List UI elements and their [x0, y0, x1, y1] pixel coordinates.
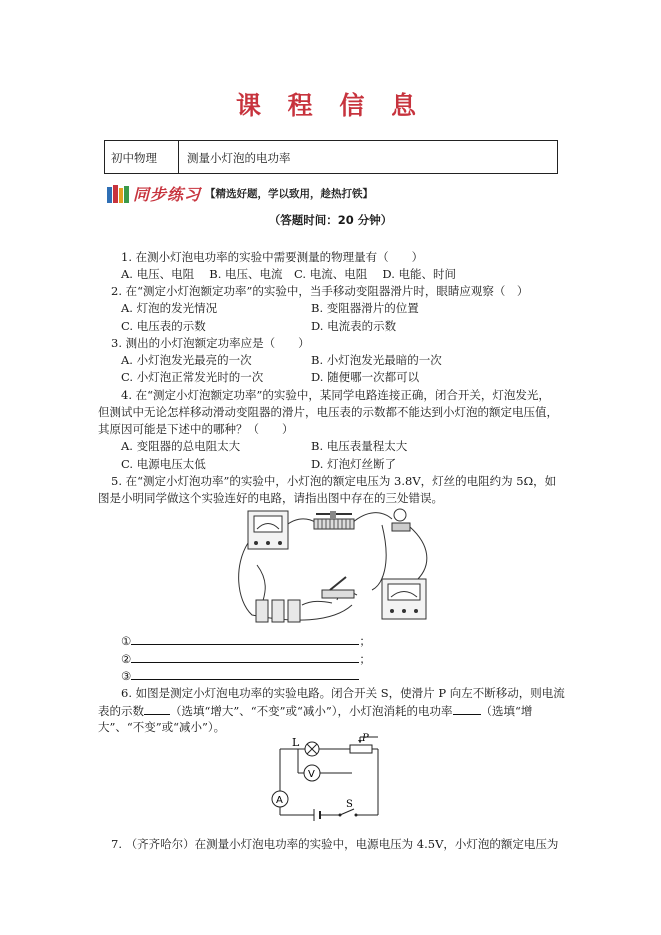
q2-option-c: C. 电压表的示数 — [121, 319, 206, 333]
books-icon — [106, 184, 130, 204]
q4-line-2: 但测试中无论怎样移动滑动变阻器的滑片，电压表的示数都不能达到小灯泡的额定电压值， — [98, 405, 558, 419]
q6-line-2-end: （选填“增 — [480, 704, 533, 718]
q5-blank-3-mark: ③ — [121, 669, 132, 683]
q5-blank-1 — [121, 632, 371, 649]
q3-stem: 3. 测出的小灯泡额定功率应是（ ） — [111, 336, 310, 350]
q4-line-3: 其原因可能是下述中的哪种？（ ） — [98, 422, 294, 436]
section-title: 同步练习 — [133, 185, 202, 204]
q6-line-3: 大”、“不变”或“减小”）。 — [98, 720, 226, 734]
ammeter-label: A — [276, 795, 283, 806]
q4-option-b: B. 电压表量程太大 — [311, 439, 408, 453]
knife-switch-icon — [322, 577, 354, 598]
q2-option-d: D. 电流表的示数 — [311, 319, 397, 333]
q1-options: A. 电压、电阻 B. 电压、电流 C. 电流、电阻 D. 电能、时间 — [121, 267, 457, 281]
switch-symbol — [339, 809, 358, 817]
answer-time: （答题时间：20 分钟） — [268, 213, 393, 227]
q5-blank-1-mark: ① — [121, 634, 132, 648]
voltmeter-label: V — [308, 769, 315, 780]
circuit-diagram — [262, 733, 384, 825]
switch-label: S — [346, 799, 353, 810]
q6-line-1: 6. 如图是测定小灯泡电功率的实验电路。闭合开关 S，使滑片 P 向左不断移动，则电流 — [121, 686, 565, 700]
section-subtitle: 【精选好题，学以致用，趁热打铁】 — [205, 188, 374, 200]
lightbulb-device-icon — [392, 509, 410, 531]
page-title: 课 程 信 息 — [235, 91, 426, 120]
q4-line-1: 4. 在“测定小灯泡额定功率”的实验中，某同学电路连接正确，闭合开关，灯泡发光， — [121, 388, 550, 402]
q3-option-c: C. 小灯泡正常发光时的一次 — [121, 370, 264, 384]
physical-circuit-figure — [232, 505, 437, 625]
q5-answer-2[interactable] — [131, 650, 359, 663]
q6-line-2-start: 表的示数 — [98, 704, 144, 718]
q4-option-d: D. 灯泡灯丝断了 — [311, 457, 397, 471]
ammeter-device-icon — [382, 579, 426, 619]
q2-option-b: B. 变阻器滑片的位置 — [311, 301, 419, 315]
q5-blank-2 — [121, 650, 371, 667]
q4-option-a: A. 变阻器的总电阻太大 — [121, 439, 241, 453]
q6-answer-1[interactable] — [144, 702, 170, 715]
battery-symbol — [314, 809, 320, 821]
rheostat-device-icon — [314, 511, 354, 529]
q6-answer-2[interactable] — [453, 702, 481, 715]
q5-blank-2-semicolon: ； — [359, 652, 371, 666]
q2-option-a: A. 灯泡的发光情况 — [121, 301, 218, 315]
q7-line-1: 7. （齐齐哈尔）在测量小灯泡电功率的实验中，电源电压为 4.5V，小灯泡的额定电压为 — [111, 837, 559, 851]
q6-line-2 — [98, 702, 532, 719]
q4-option-c: C. 电源电压太低 — [121, 457, 206, 471]
q5-blank-3 — [121, 667, 359, 683]
q6-line-2-mid: （选填“增大”、“不变”或“减小”），小灯泡消耗的电功率 — [170, 704, 453, 718]
q3-option-d: D. 随便哪一次都可以 — [311, 370, 420, 384]
q3-option-a: A. 小灯泡发光最亮的一次 — [121, 353, 252, 367]
q5-blank-1-semicolon: ； — [359, 634, 371, 648]
course-subject: 初中物理 — [105, 141, 179, 173]
q1-stem: 1. 在测小灯泡电功率的实验中需要测量的物理量有（ ） — [121, 250, 424, 264]
voltmeter-device-icon — [248, 511, 288, 549]
voltmeter-symbol — [304, 765, 320, 781]
q3-option-b: B. 小灯泡发光最暗的一次 — [311, 353, 442, 367]
section-banner — [106, 182, 373, 205]
q2-stem: 2. 在“测定小灯泡额定功率”的实验中，当手移动变阻器滑片时，眼睛应观察（ ） — [111, 284, 529, 298]
q5-line-1: 5. 在“测定小灯泡功率”的实验中，小灯泡的额定电压为 3.8V，灯丝的电阻约为 5Ω，如 — [111, 474, 557, 488]
lamp-symbol — [305, 742, 319, 756]
battery-icon — [256, 600, 300, 622]
lamp-label: L — [292, 736, 300, 749]
q5-blank-2-mark: ② — [121, 652, 132, 666]
course-topic: 测量小灯泡的电功率 — [187, 151, 291, 165]
q5-line-2: 图是小明同学做这个实验连好的电路，请指出图中存在的三处错误。 — [98, 491, 443, 505]
q5-answer-1[interactable] — [131, 632, 359, 645]
q5-answer-3[interactable] — [131, 667, 359, 680]
ammeter-symbol — [272, 791, 288, 807]
course-info-table — [104, 140, 558, 174]
pointer-label: P — [362, 733, 369, 744]
